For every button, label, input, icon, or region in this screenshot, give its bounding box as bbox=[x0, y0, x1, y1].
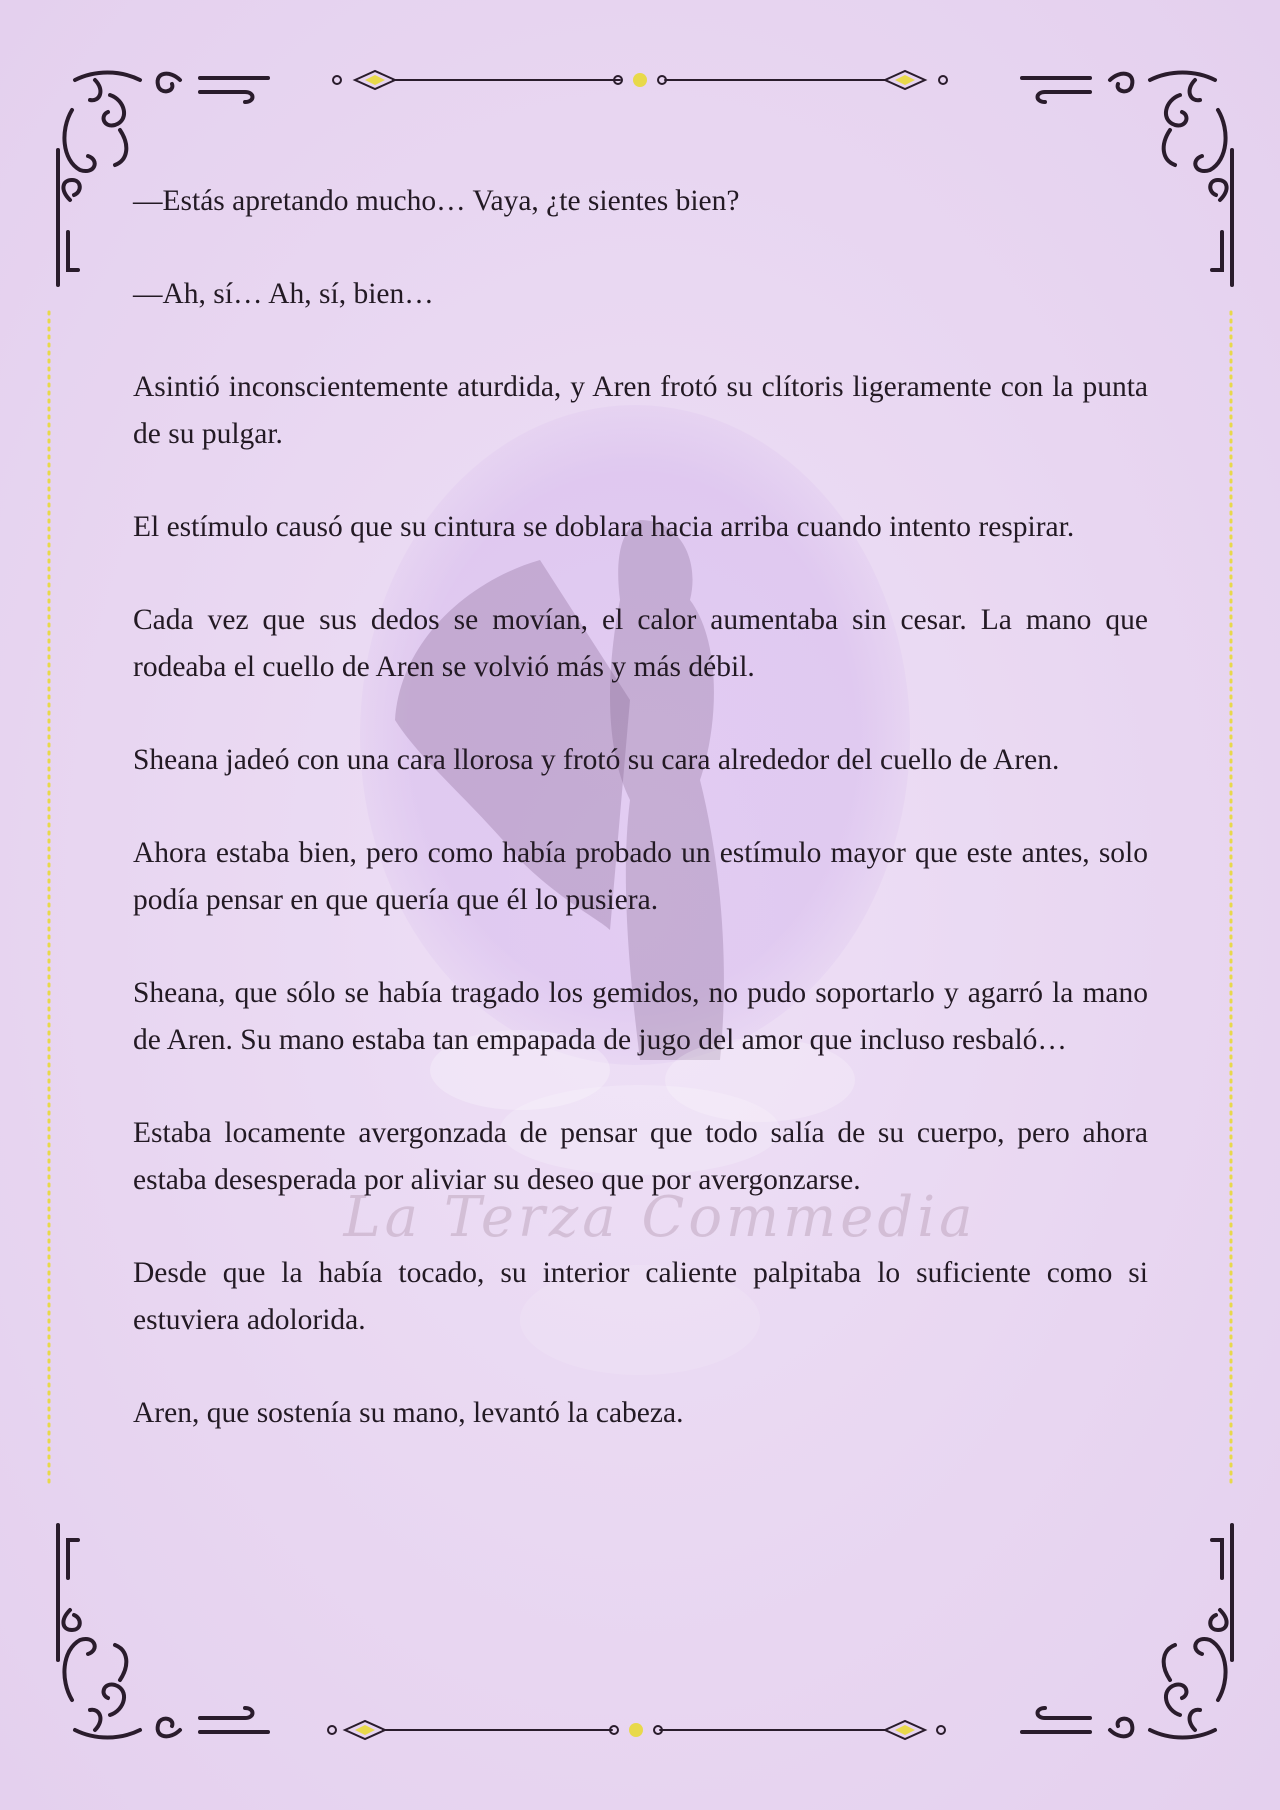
paragraph: Estaba locamente avergonzada de pensar que todo salía de su cuerpo, pero ahora estaba desesperada por aliviar su deseo que por avergonzarse. bbox=[133, 1117, 1148, 1196]
story-text bbox=[133, 178, 1148, 1483]
paragraph: —Estás apretando mucho… Vaya, ¿te sientes bien? bbox=[133, 185, 740, 217]
paragraph: Sheana jadeó con una cara llorosa y frotó su cara alrededor del cuello de Aren. bbox=[133, 744, 1060, 776]
paragraph: Desde que la había tocado, su interior caliente palpitaba lo suficiente como si estuviera adolorida. bbox=[133, 1257, 1148, 1336]
paragraph: Ahora estaba bien, pero como había probado un estímulo mayor que este antes, solo podía pensar en que quería que él lo pusiera. bbox=[133, 837, 1148, 916]
watermark-text: La Terza Commedia bbox=[343, 1185, 977, 1250]
paragraph: Aren, que sostenía su mano, levantó la cabeza. bbox=[133, 1397, 684, 1429]
paragraph: El estímulo causó que su cintura se doblara hacia arriba cuando intento respirar. bbox=[133, 511, 1075, 543]
paragraph: Cada vez que sus dedos se movían, el calor aumentaba sin cesar. La mano que rodeaba el cuello de Aren se volvió más y más débil. bbox=[133, 604, 1148, 683]
paragraph: Sheana, que sólo se había tragado los gemidos, no pudo soportarlo y agarró la mano de Aren. Su mano estaba tan empapada de jugo del amor que incluso resbaló… bbox=[133, 977, 1148, 1056]
paragraph: Asintió inconscientemente aturdida, y Aren frotó su clítoris ligeramente con la punta de su pulgar. bbox=[133, 371, 1148, 450]
paragraph: —Ah, sí… Ah, sí, bien… bbox=[133, 278, 434, 310]
